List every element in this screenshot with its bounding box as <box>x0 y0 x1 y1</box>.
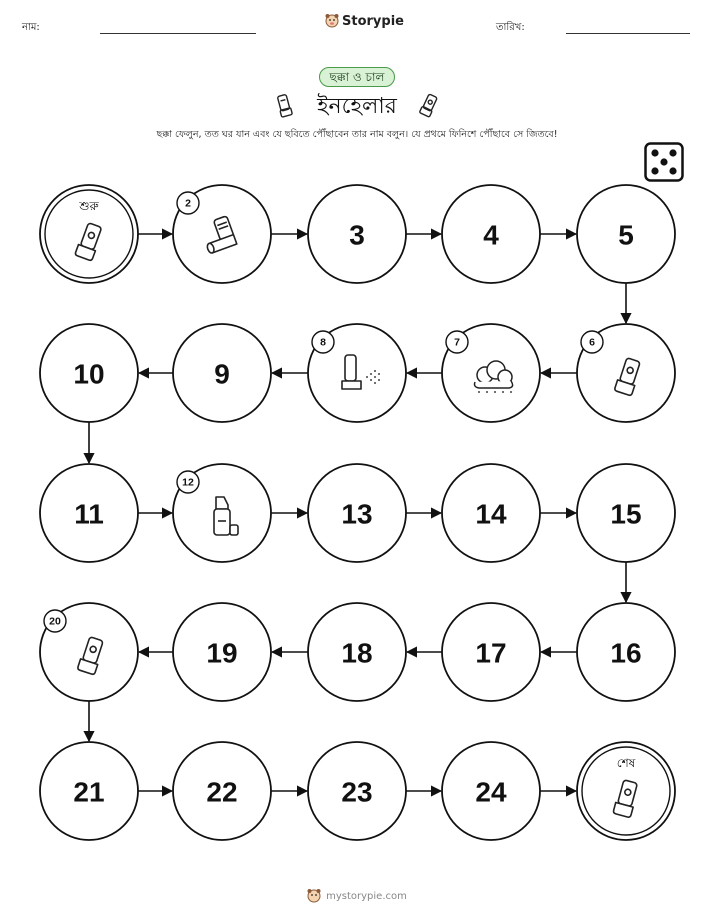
board-space-6[interactable] <box>577 324 675 422</box>
space-number: 11 <box>74 498 104 530</box>
board-space-10[interactable] <box>40 324 138 422</box>
board-space-13[interactable] <box>308 464 406 562</box>
space-number: 10 <box>73 358 105 390</box>
space-number-badge: 12 <box>182 476 194 489</box>
space-number: 22 <box>206 776 238 808</box>
board-space-4[interactable] <box>442 185 540 283</box>
space-number: 23 <box>341 776 373 808</box>
space-number: 9 <box>214 358 230 390</box>
page-title: ইনহেলার <box>317 94 397 119</box>
inhaler-icon <box>274 92 296 120</box>
board-space-16[interactable] <box>577 603 675 701</box>
bear-logo-icon <box>307 888 321 904</box>
space-number: 21 <box>73 776 105 808</box>
board-space-19[interactable] <box>173 603 271 701</box>
game-type-badge: ছক্কা ও চাল <box>319 67 396 87</box>
board-space-12[interactable] <box>173 464 271 562</box>
space-number-badge: 2 <box>185 197 191 210</box>
brand-logo <box>325 13 404 29</box>
board-space-7[interactable] <box>442 324 540 422</box>
brand-name: Storypie <box>342 13 404 29</box>
date-label: তারিখ: <box>496 22 525 33</box>
space-number: 4 <box>483 219 499 251</box>
date-line[interactable] <box>566 33 690 34</box>
space-number: 15 <box>610 498 642 530</box>
end-space[interactable] <box>577 742 675 840</box>
footer-url: mystorypie.com <box>326 890 407 902</box>
space-number: 19 <box>206 637 238 669</box>
inhaler-icon <box>418 92 440 120</box>
space-number: 14 <box>475 498 507 530</box>
board-space-24[interactable] <box>442 742 540 840</box>
board-space-20[interactable] <box>40 603 138 701</box>
board-space-23[interactable] <box>308 742 406 840</box>
board-space-3[interactable] <box>308 185 406 283</box>
board-space-11[interactable] <box>40 464 138 562</box>
board-space-8[interactable] <box>308 324 406 422</box>
start-label: শুরু <box>79 199 99 213</box>
space-number-badge: 7 <box>454 336 460 349</box>
game-board <box>0 160 714 880</box>
name-label: নাম: <box>22 22 40 33</box>
footer <box>0 888 714 904</box>
space-number: 13 <box>341 498 373 530</box>
space-number-badge: 20 <box>49 615 61 628</box>
space-number: 17 <box>475 637 507 669</box>
name-line[interactable] <box>100 33 256 34</box>
board-space-9[interactable] <box>173 324 271 422</box>
board-space-14[interactable] <box>442 464 540 562</box>
board-space-17[interactable] <box>442 603 540 701</box>
board-space-2[interactable] <box>173 185 271 283</box>
space-number-badge: 6 <box>589 336 595 349</box>
board-space-21[interactable] <box>40 742 138 840</box>
start-space[interactable] <box>40 185 138 283</box>
space-number: 18 <box>341 637 373 669</box>
instructions: ছক্কা ফেলুন, তত ঘর যান এবং যে ছবিতে পৌঁছাবেন তার নাম বলুন। যে প্রথমে ফিনিশে পৌঁছাবে সে জিতবে! <box>156 129 558 140</box>
board-space-5[interactable] <box>577 185 675 283</box>
bear-logo-icon <box>325 13 339 29</box>
space-number: 16 <box>610 637 642 669</box>
board-space-22[interactable] <box>173 742 271 840</box>
space-number: 5 <box>618 219 634 251</box>
space-number: 24 <box>475 776 507 808</box>
space-number-badge: 8 <box>320 336 326 349</box>
space-number: 3 <box>349 219 365 251</box>
board-space-18[interactable] <box>308 603 406 701</box>
board-space-15[interactable] <box>577 464 675 562</box>
end-label: শেষ <box>616 756 636 770</box>
